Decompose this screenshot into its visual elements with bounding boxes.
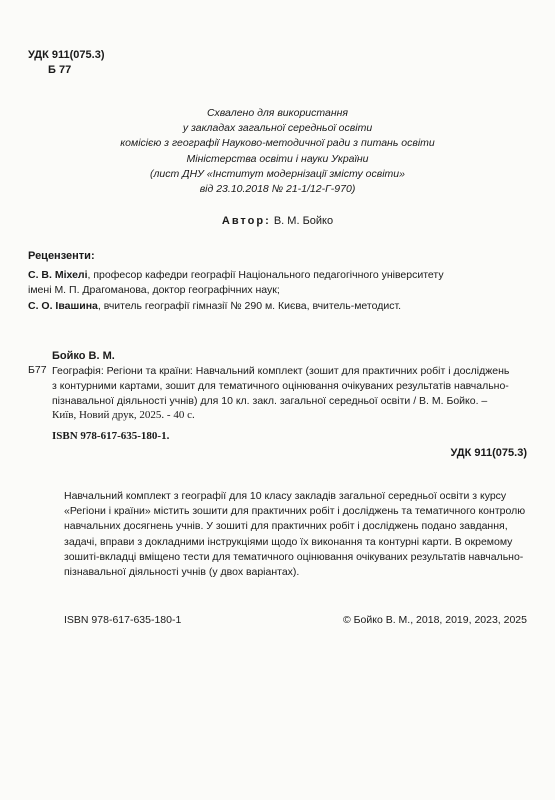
udk-code: УДК 911(075.3): [28, 49, 105, 61]
author-name: В. М. Бойко: [273, 215, 334, 227]
annotation-line: навчальних досягнень учнів. У зошиті для практичних робіт і досліджень подано завдання,: [64, 520, 508, 533]
annotation-line: «Регіони і країни» містить зошити для практичних робіт і досліджень та тематичного контролю: [64, 505, 526, 518]
approval-line: у закладах загальної середньої освіти: [182, 122, 373, 135]
reviewer-2-role: , вчитель географії гімназії № 290 м. Києва, вчитель-методист.: [97, 300, 402, 312]
annotation-line: задачі, вправи з докладними інструкціями щодо їх виконання та контурні карти. В окремому: [64, 535, 513, 548]
author-mark: Б 77: [48, 64, 72, 76]
reviewer-1: [28, 269, 444, 283]
approval-line: від 23.10.2018 № 21-1/12-Г-970): [199, 183, 356, 196]
footer-isbn: ISBN 978-617-635-180-1: [64, 614, 182, 626]
reviewers-heading: Рецензенти:: [28, 250, 95, 262]
bib-line: з контурними картами, зошит для тематичного оцінювання очікуваних результатів навчально-: [52, 379, 509, 392]
approval-line: Міністерства освіти і науки України: [186, 152, 369, 165]
bib-description: [52, 364, 532, 423]
footer-copyright: © Бойко В. М., 2018, 2019, 2023, 2025: [343, 614, 527, 626]
bib-isbn: ISBN 978-617-635-180-1.: [52, 430, 170, 442]
annotation-line: зошиті-вкладці вміщено тести для тематичного оцінювання очікуваних результатів навчально-: [64, 550, 524, 563]
annotation-line: Навчальний комплект з географії для 10 класу закладів загальної середньої освіти з курсу: [64, 490, 507, 502]
bib-line: пізнавальної діяльності учнів) для 10 кл. закл. загальної середньої освіти / В. М. Бойко. –: [52, 394, 488, 407]
reviewer-2-name: С. О. Івашина: [28, 300, 98, 312]
reviewer-1-role-cont: імені М. П. Драгоманова, доктор географічних наук;: [28, 284, 280, 296]
author-line: [0, 215, 555, 227]
approval-line: комісією з географії Науково-методичної ради з питань освіти: [120, 137, 435, 150]
bib-index: Б77: [28, 364, 47, 376]
approval-block: [120, 106, 435, 197]
annotation-line: пізнавальної діяльності учнів (у двох варіантах).: [64, 566, 300, 579]
reviewer-2: [28, 300, 401, 314]
author-label: Автор:: [221, 215, 271, 227]
udk-code-right: УДК 911(075.3): [450, 447, 527, 459]
approval-line: (лист ДНУ «Інститут модернізації змісту освіти»: [150, 167, 405, 180]
bib-line: Київ, Новий друк, 2025. - 40 с.: [52, 409, 195, 422]
reviewer-1-role: , професор кафедри географії Національного педагогічного університету: [87, 269, 444, 281]
reviewer-1-name: С. В. Міхелі: [28, 269, 88, 281]
bib-line: Географія: Регіони та країни: Навчальний комплект (зошит для практичних робіт і досліджень: [52, 365, 510, 377]
annotation-block: [64, 489, 528, 580]
bib-author: Бойко В. М.: [52, 350, 115, 362]
approval-line: Схвалено для використання: [206, 107, 349, 119]
